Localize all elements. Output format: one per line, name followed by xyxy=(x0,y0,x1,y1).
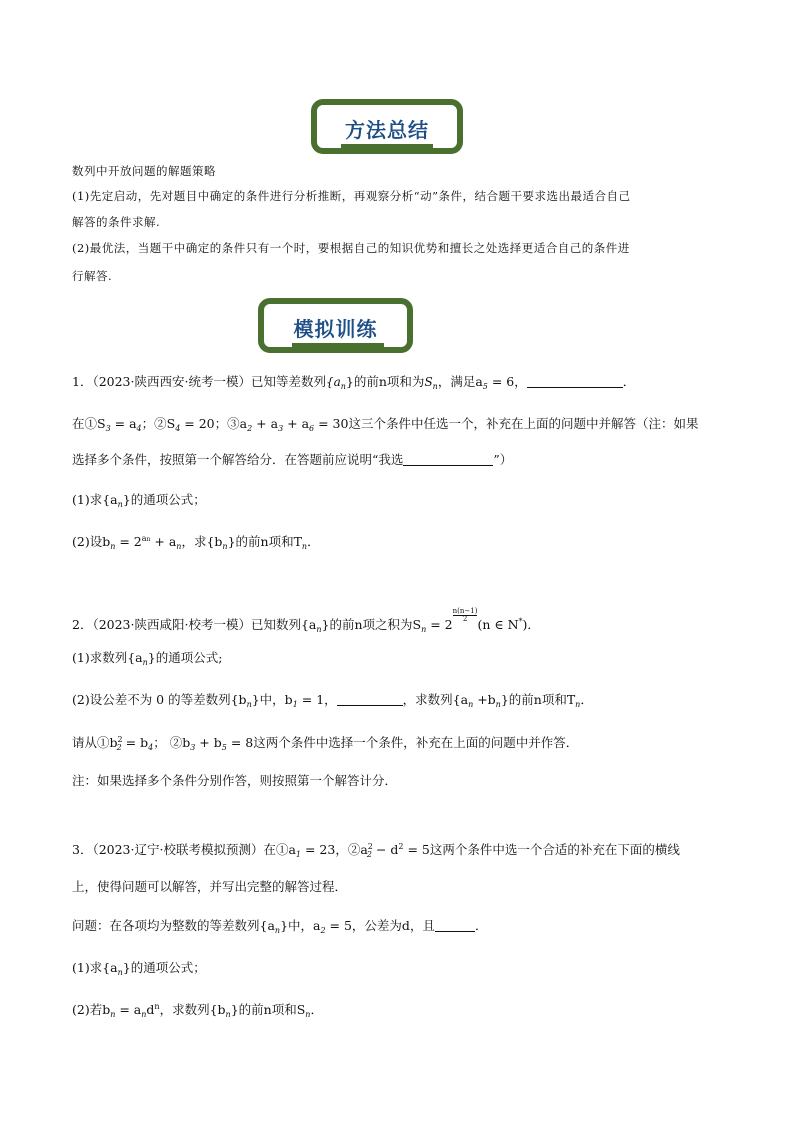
q3-part-2: (2)若$b_n = a_nd^n$，求数列$\{b_n\}$的前n项和$S_n$． xyxy=(72,1002,323,1019)
q3-stem-2: 上，使得问题可以解答，并写出完整的解答过程． xyxy=(72,879,348,894)
strategy-point-2b: 行解答. xyxy=(72,269,113,283)
banner-bar xyxy=(341,144,433,154)
q2-note: 注：如果选择多个条件分别作答，则按照第一个解答计分． xyxy=(72,773,398,788)
method-summary-title: 方法总结 xyxy=(345,118,429,142)
q1-part-1: (1)求$\{a_n\}$的通项公式； xyxy=(72,492,206,509)
q3-problem: 问题：在各项均为整数的等差数列$\{a_n\}$中，$a_2 = 5$，公差为d，且 ． xyxy=(72,918,488,935)
banner-bar xyxy=(292,343,384,353)
q2-part-1: (1)求数列$\{a_n\}$的通项公式; xyxy=(72,650,223,667)
answer-blank[interactable] xyxy=(435,919,475,932)
q1-stem: 1．（2023·陕西西安·统考一模）已知等差数列$\{a_n\}$的前n项和为$S_n$，满足$a_5 = 6$， ． xyxy=(72,374,636,391)
q3-part-1: (1)求$\{a_n\}$的通项公式； xyxy=(72,960,206,977)
mock-training-title: 模拟训练 xyxy=(293,317,378,341)
q1-part-2: (2)设$b_n = 2^{an} + a_n$，求$\{b_n\}$的前n项和$T_n$． xyxy=(72,534,320,551)
q2-stem: 2．（2023·陕西咸阳·校考一模）已知数列$\{a_n\}$的前n项之积为$S_n = 2$ $\frac{n(n-1)}{2}$ (n ∈ N*)． xyxy=(72,607,540,634)
q2-choose: 请从$①b^2_2 = b_4$； $②b_3 + b_5 = 8$这两个条件中选择一个条件，补充在上面的问题中并作答． xyxy=(72,735,579,752)
answer-blank[interactable] xyxy=(337,693,403,706)
q2-part-2: (2)设公差不为 0 的等差数列$\{b_n\}$中，$b_1 = 1$， ，求数列$\{a_n +b_n\}$的前n项和$T_n$． xyxy=(72,692,593,709)
q1-note: 选择多个条件，按照第一个解答给分．在答题前应说明“我选 ”） xyxy=(72,452,513,467)
answer-blank[interactable] xyxy=(527,375,623,388)
strategy-title: 数列中开放问题的解题策略 xyxy=(72,164,216,178)
strategy-point-1b: 解答的条件求解. xyxy=(72,215,161,229)
strategy-point-2a: (2)最优法，当题干中确定的条件只有一个时，要根据自己的知识优势和擅长之处选择更适合自己的条件进 xyxy=(72,241,630,255)
q1-conditions: 在$①S_3 = a_4$；$②S_4 = 20$；$③a_2 + a_3 + a_6 = 30$这三个条件中任选一个，补充在上面的问题中并解答（注：如果 xyxy=(72,416,699,433)
strategy-point-1a: (1)先定启动，先对题目中确定的条件进行分析推断，再观察分析“动”条件，结合题干要求选出最适合自己 xyxy=(72,189,631,203)
mock-training-banner xyxy=(258,298,413,353)
method-summary-banner xyxy=(311,99,463,154)
q3-stem: 3．（2023·辽宁·校联考模拟预测）在$①a_1 = 23$，$②a^2_2 - d^2 = 5$这两个条件中选一个合适的补充在下面的横线 xyxy=(72,842,680,859)
choice-blank[interactable] xyxy=(403,453,493,466)
